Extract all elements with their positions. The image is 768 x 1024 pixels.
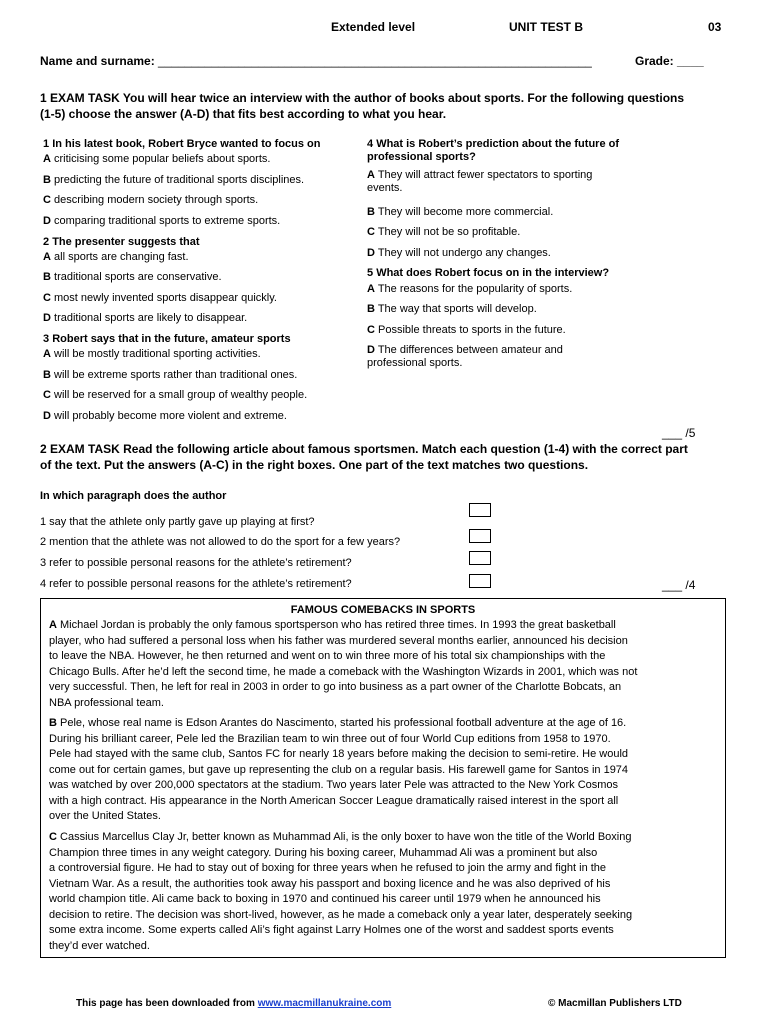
article-paragraph-b: B Pele, whose real name is Edson Arantes do Nascimento, started his professional football adventure at the age of 16. During his brilliant career, Pele led the Brazilian team to win three out of four World Cup editions from 1958 to 1970. Pele had stayed with the same club, Santos FC for nearly 18 years before making the decision to semi-retire. He would come out for certain games, but gave up representing the club on a regular basis. His farewell game for Santos in 1974 was watched by over 200,000 spectators at the stadium. Two years later Pele was attracted to the New York Cosmos with a high contract. His appearance in the North American Soccer League dramatically raised interest in the sport all over the United States. bbox=[49, 717, 629, 822]
question-2-option-c[interactable]: C most newly invented sports disappear quickly. bbox=[43, 292, 277, 304]
question-4-option-c[interactable]: C They will not be so profitable. bbox=[367, 226, 521, 238]
footer-link[interactable]: www.macmillanukraine.com bbox=[257, 998, 392, 1009]
answer-box-3[interactable] bbox=[469, 551, 491, 565]
page-number: 03 bbox=[708, 20, 722, 34]
article-paragraph-a: A Michael Jordan is probably the only famous sportsperson who has retired three times. In 1993 the great basketball player, who had suffered a personal loss when his father was murdered several months earlier, announced his decision to leave the NBA. However, he then returned and went on to win three more of his total six championships with the Chicago Bulls. After he’d left the second time, he made a comeback with the Washington Wizards in 2001, which was not very successful. Then, he left for real in 2003 in order to go into business as a part owner of the Charlotte Bobcats, an NBA professional team. bbox=[49, 619, 638, 709]
question-1-option-c[interactable]: C describing modern society through sports. bbox=[43, 194, 259, 206]
question-3-option-a[interactable]: A will be mostly traditional sporting activities. bbox=[43, 348, 261, 360]
footer-copyright: © Macmillan Publishers LTD bbox=[548, 998, 682, 1009]
task2-question-1: 1 say that the athlete only partly gave up playing at first? bbox=[40, 516, 315, 528]
question-2-prompt: 2 The presenter suggests that bbox=[43, 236, 200, 248]
question-3-prompt: 3 Robert says that in the future, amateur sports bbox=[43, 333, 291, 345]
question-2-option-a[interactable]: A all sports are changing fast. bbox=[43, 251, 189, 263]
question-1-prompt: 1 In his latest book, Robert Bryce wanted to focus on bbox=[43, 138, 321, 150]
task2-question-4: 4 refer to possible personal reasons for the athlete’s retirement? bbox=[40, 578, 352, 590]
task2-heading-line1: 2 EXAM TASK Read the following article about famous sportsmen. Match each question (1-4) with the correct part bbox=[40, 442, 688, 456]
name-line: _________________________________________________________________ bbox=[158, 54, 592, 68]
task1-heading-line1: 1 EXAM TASK You will hear twice an interview with the author of books about sports. For the following questions bbox=[40, 91, 685, 105]
test-title: UNIT TEST B bbox=[509, 20, 583, 34]
question-3-option-b[interactable]: B will be extreme sports rather than traditional ones. bbox=[43, 369, 298, 381]
question-5-prompt: 5 What does Robert focus on in the interview? bbox=[367, 267, 610, 279]
task2-intro: In which paragraph does the author bbox=[40, 490, 227, 502]
question-5-option-b[interactable]: B The way that sports will develop. bbox=[367, 303, 537, 315]
answer-box-2[interactable] bbox=[469, 529, 491, 543]
name-field[interactable] bbox=[40, 54, 592, 69]
task2-score[interactable]: ___ /4 bbox=[662, 578, 696, 592]
task1-heading-line2: (1-5) choose the answer (A-D) that fits best according to what you hear. bbox=[40, 107, 447, 121]
task2-question-3: 3 refer to possible personal reasons for the athlete’s retirement? bbox=[40, 557, 352, 569]
footer-download bbox=[76, 998, 391, 1010]
question-2-option-d[interactable]: D traditional sports are likely to disappear. bbox=[43, 312, 248, 324]
question-5-option-a[interactable]: A The reasons for the popularity of sports. bbox=[367, 283, 573, 295]
footer-download-text: This page has been downloaded from bbox=[76, 998, 258, 1009]
question-4-prompt: 4 What is Robert’s prediction about the future of professional sports? bbox=[367, 138, 619, 163]
article-paragraph-c: C Cassius Marcellus Clay Jr, better known as Muhammad Ali, is the only boxer to have won the title of the World Boxing Champion three times in any weight category. During his boxing career, Muhammad Ali was a prominent but also a controversial figure. He had to stay out of boxing for three years when he refused to join the army and fight in the Vietnam War. As a result, the authorities took away his passport and boxing licence and he was also deprived of his world champion title. Ali came back to boxing in 1970 and continued his career until 1979 when he announced his decision to retire. The decision was short-lived, however, as he made a comeback only a year later, desperately seeking some extra income. Some experts called Ali’s fight against Larry Holmes one of the worst and saddest sports events they’d ever watched. bbox=[49, 831, 633, 952]
question-4-option-a[interactable]: A They will attract fewer spectators to sporting events. bbox=[367, 169, 593, 194]
answer-box-4[interactable] bbox=[469, 574, 491, 588]
question-1-option-a[interactable]: A criticising some popular beliefs about sports. bbox=[43, 153, 271, 165]
question-5-option-c[interactable]: C Possible threats to sports in the future. bbox=[367, 324, 566, 336]
question-1-option-b[interactable]: B predicting the future of traditional sports disciplines. bbox=[43, 174, 305, 186]
task1-score[interactable]: ___ /5 bbox=[662, 426, 696, 440]
question-1-option-d[interactable]: D comparing traditional sports to extreme sports. bbox=[43, 215, 281, 227]
answer-box-1[interactable] bbox=[469, 503, 491, 517]
question-3-option-c[interactable]: C will be reserved for a small group of wealthy people. bbox=[43, 389, 308, 401]
level-label: Extended level bbox=[331, 20, 416, 34]
question-4-option-b[interactable]: B They will become more commercial. bbox=[367, 206, 554, 218]
task2-heading-line2: of the text. Put the answers (A-C) in the right boxes. One part of the text matches two questions. bbox=[40, 458, 589, 472]
question-3-option-d[interactable]: D will probably become more violent and extreme. bbox=[43, 410, 287, 422]
article-title: FAMOUS COMEBACKS IN SPORTS bbox=[290, 604, 476, 616]
name-label: Name and surname: bbox=[40, 54, 159, 68]
question-5-option-d[interactable]: D The differences between amateur and professional sports. bbox=[367, 344, 563, 369]
question-4-option-d[interactable]: D They will not undergo any changes. bbox=[367, 247, 551, 259]
grade-field[interactable]: Grade: ____ bbox=[635, 54, 704, 68]
task2-question-2: 2 mention that the athlete was not allowed to do the sport for a few years? bbox=[40, 536, 401, 548]
question-2-option-b[interactable]: B traditional sports are conservative. bbox=[43, 271, 222, 283]
